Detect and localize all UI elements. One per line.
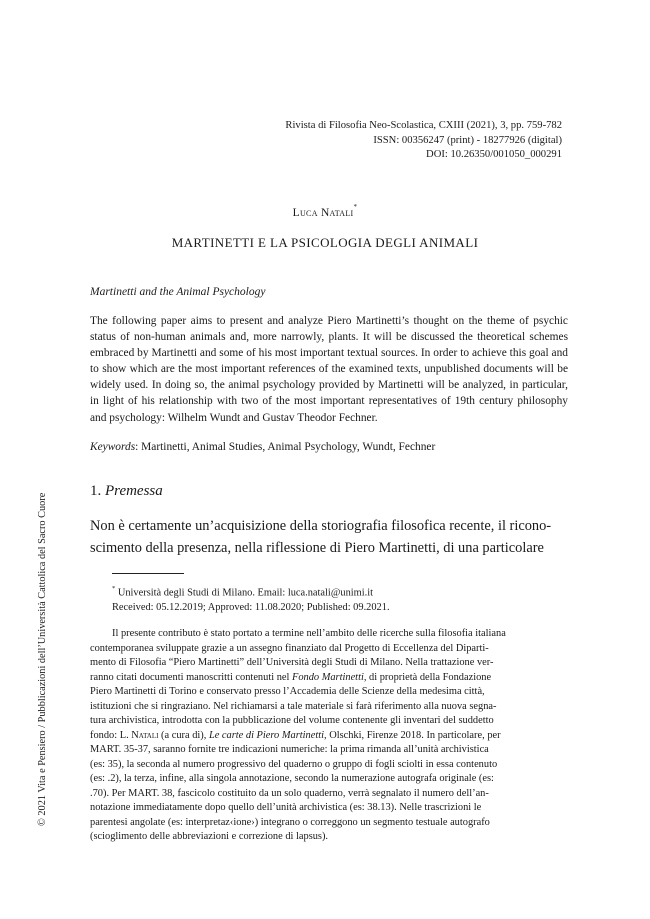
footnote-line: tura archivistica, introdotta con la pubblicazione del volume contenente gli inventari del suddetto xyxy=(90,715,494,726)
author-line xyxy=(0,205,650,219)
footnote-text: , di proprietà della Fondazione xyxy=(363,671,492,683)
footnote-dates: Received: 05.12.2019; Approved: 11.08.2020; Published: 09.2021. xyxy=(112,601,390,613)
footnote-text: (a cura di), xyxy=(158,729,209,741)
footnote-main xyxy=(90,627,568,845)
keywords-label: Keywords xyxy=(90,441,136,453)
body-paragraph xyxy=(90,515,568,559)
body-line: scimento della presenza, nella riflessione di Piero Martinetti, di una particolare xyxy=(90,540,544,556)
footnote-line: Piero Martinetti di Torino e conservato presso l’Accademia delle Scienze della medesima città, xyxy=(90,686,485,697)
footnote-line: (es: .2), la terza, infine, alla singola annotazione, secondo la numerazione autografa originale (es: xyxy=(90,773,494,784)
article-title: MARTINETTI E LA PSICOLOGIA DEGLI ANIMALI xyxy=(171,235,479,250)
doi-line: DOI: 10.26350/001050_000291 xyxy=(426,149,562,161)
author-name: Luca Natali xyxy=(292,206,354,219)
footnote-line: mento di Filosofia “Piero Martinetti” dell’Università degli Studi di Milano. Nella trattazione ver- xyxy=(90,657,494,668)
footnote-line: MART. 35-37, saranno fornite tre indicazioni numeriche: la prima rimanda all’unità archivistica xyxy=(90,744,489,755)
footnote-line: contemporanea sviluppate grazie a un assegno finanziato dal Progetto di Eccellenza del Diparti- xyxy=(90,642,489,654)
journal-header xyxy=(122,119,562,163)
author-footnote-mark[interactable]: * xyxy=(353,203,358,211)
footnote-line: Il presente contributo è stato portato a termine nell’ambito delle ricerche sulla filosofia italiana xyxy=(112,628,506,639)
footnote-text: fondo: L. xyxy=(90,729,132,741)
cited-book-title: Le carte di Piero Martinetti xyxy=(208,729,324,741)
footnote-line xyxy=(90,671,568,686)
footnote-line: parentesi angolate (es: interpretaz‹ione›) integrano o correggono un segmento testuale autografo xyxy=(90,816,490,828)
section-heading xyxy=(90,483,163,500)
footnote-line: .70). Per MART. 38, fascicolo costituito da un solo quaderno, verrà segnalato il numero dell’an- xyxy=(90,787,489,799)
footnote-line: notazione immediatamente dopo quello dell’unità archivistica (es: 38.13). Nelle trascrizioni le xyxy=(90,802,482,813)
copyright-notice: © 2021 Vita e Pensiero / Pubblicazioni dell’Università Cattolica del Sacro Cuore xyxy=(37,492,48,826)
footnote-divider xyxy=(112,573,184,574)
english-title: Martinetti and the Animal Psychology xyxy=(90,286,266,298)
footnote-text: , Olschki, Firenze 2018. In particolare, per xyxy=(324,729,501,741)
body-line: Non è certamente un’acquisizione della storiografia filosofica recente, il ricono- xyxy=(90,518,552,534)
footnote-author xyxy=(90,583,568,615)
footnote-line xyxy=(90,729,568,744)
section-number: 1. xyxy=(90,483,105,499)
section-name: Premessa xyxy=(105,483,163,499)
footnote-mark: * xyxy=(112,585,116,592)
keywords-text: : Martinetti, Animal Studies, Animal Psychology, Wundt, Fechner xyxy=(135,441,436,453)
footnote-line: (scioglimento delle abbreviazioni e correzione di lapsus). xyxy=(90,831,329,842)
footnote-line: istituzioni che si ringraziano. Nel richiamarsi a tale materiale si farà riferimento alla nuova segna- xyxy=(90,700,497,712)
journal-citation: Rivista di Filosofia Neo-Scolastica, CXIII (2021), 3, pp. 759-782 xyxy=(285,120,562,131)
abstract: The following paper aims to present and analyze Piero Martinetti’s thought on the theme of psychic status of non-human animals and, more narrowly, plants. It will be discussed the theoretical schemes embraced by Martinetti and some of his most important textual sources. In order to achieve this goal and to show which are the most important references of the examined texts, unpublished documents will be widely used. In doing so, the animal psychology provided by Martinetti will be analyzed, in particular, in light of his relationship with two of the most important representatives of 19th century philosophy and psychology: Wilhelm Wundt and Gustav Theodor Fechner. xyxy=(90,315,568,424)
footnote-affiliation: Università degli Studi di Milano. Email: luca.natali@unimi.it xyxy=(115,587,374,599)
cited-author: Natali xyxy=(131,729,159,741)
issn-line: ISSN: 00356247 (print) - 18277926 (digital) xyxy=(373,134,562,146)
fondo-title: Fondo Martinetti xyxy=(291,671,364,683)
footnote-text: ranno citati documenti manoscritti contenuti nel xyxy=(90,671,292,683)
keywords xyxy=(90,441,568,453)
footnote-line: (es: 35), la seconda al numero progressivo del quaderno o gruppo di fogli sciolti in essa contenuto xyxy=(90,758,498,770)
